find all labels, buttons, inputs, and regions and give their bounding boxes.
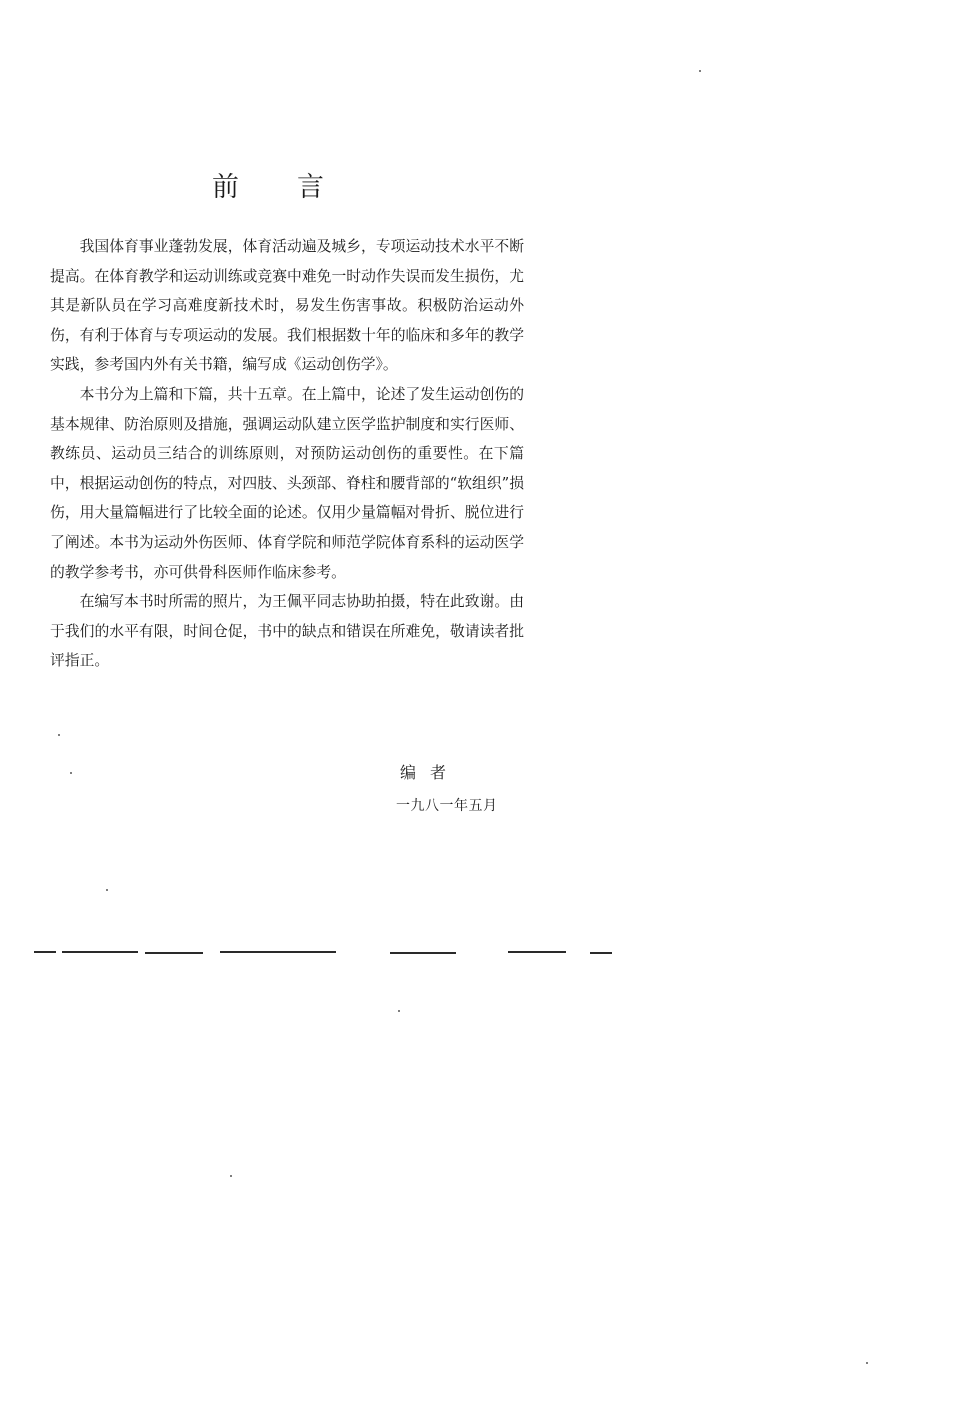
signature-date: 一九八一年五月 bbox=[396, 798, 498, 814]
page-title: 前言 bbox=[212, 172, 382, 203]
paragraph-3: 在编写本书时所需的照片，为王佩平同志协助拍摄，特在此致谢。由于我们的水平有限，时间仓促，书中的缺点和错误在所难免，敬请读者批评指正。 bbox=[50, 593, 524, 670]
paragraph-2: 本书分为上篇和下篇，共十五章。在上篇中，论述了发生运动创伤的基本规律、防治原则及措施，强调运动队建立医学监护制度和实行医师、教练员、运动员三结合的训练原则，对预防运动创伤的重要性。在下篇中，根据运动创伤的特点，对四肢、头颈部、脊柱和腰背部的“软组织”损伤，用大量篇幅进行了比较全面的论述。仅用少量篇幅对骨折、脱位进行了阐述。本书为运动外伤医师、体育学院和师范学院体育系科的运动医学的教学参考书，亦可供骨科医师作临床参考。 bbox=[50, 385, 524, 581]
preface-body bbox=[50, 232, 524, 676]
author-signature: 编者 bbox=[400, 763, 461, 782]
paragraph-1: 我国体育事业蓬勃发展，体育活动遍及城乡，专项运动技术水平不断提高。在体育教学和运动训练或竞赛中难免一时动作失误而发生损伤，尤其是新队员在学习高难度新技术时，易发生伤害事故。积极防治运动外伤，有利于体育与专项运动的发展。我们根据数十年的临床和多年的教学实践，参考国内外有关书籍，编写成《运动创伤学》。 bbox=[50, 238, 524, 374]
